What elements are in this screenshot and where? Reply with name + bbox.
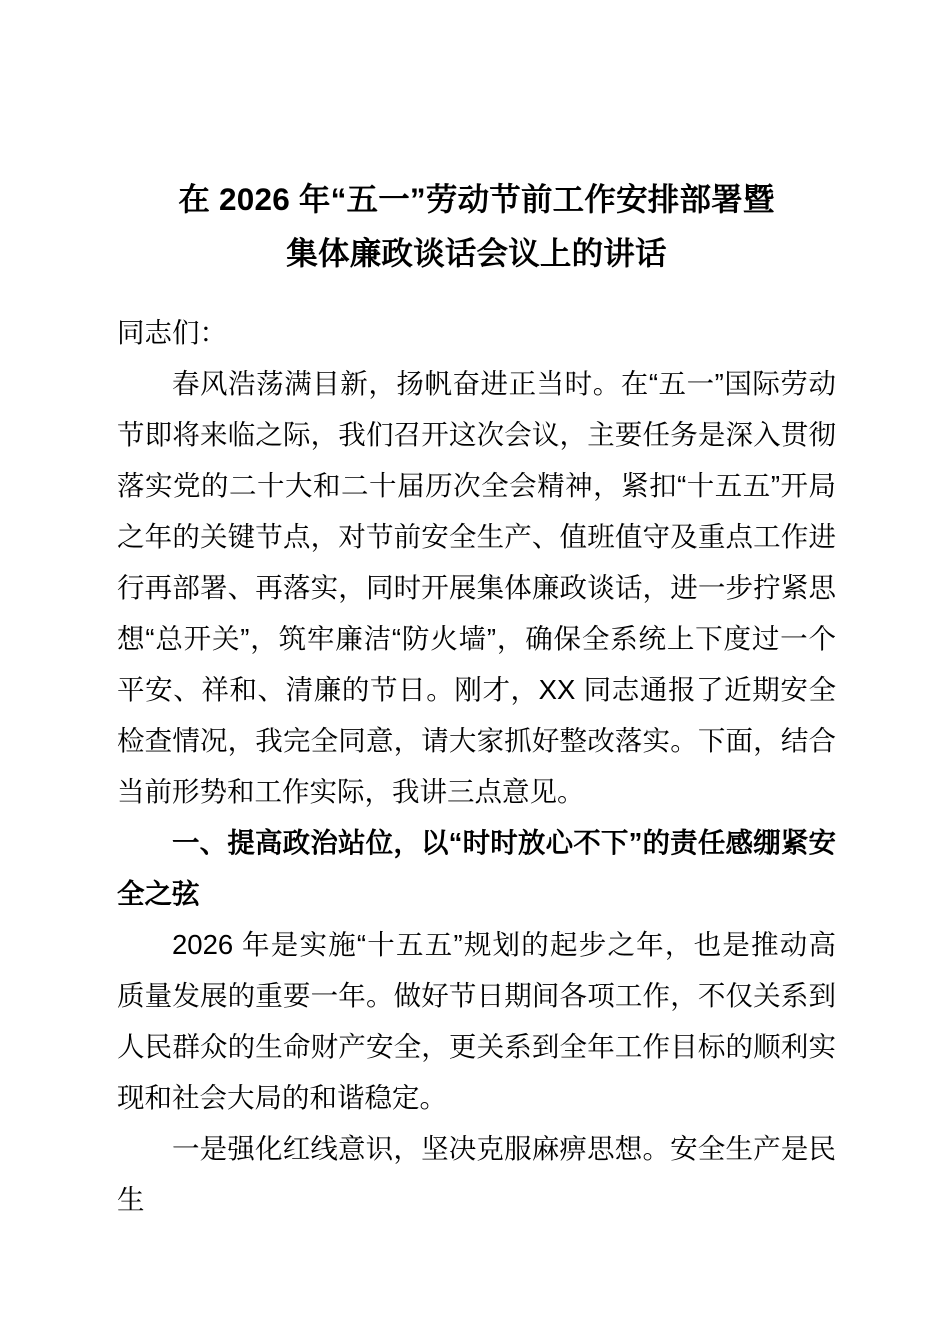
document-title — [117, 0, 836, 280]
paragraph-section-one-1: 2026 年是实施“十五五”规划的起步之年，也是推动高质量发展的重要一年。做好节日期间各项工作，不仅关系到人民群众的生命财产安全，更关系到全年工作目标的顺利实现和社会大局的和谐稳定。 — [117, 929, 836, 1113]
salutation-line: 同志们： — [117, 317, 227, 348]
document-title-line-1: 在 2026 年“五一”劳动节前工作安排部署暨 — [178, 181, 775, 217]
section-heading-one: 一、提高政治站位，以“时时放心不下”的责任感绷紧安全之弦 — [117, 827, 836, 909]
document-content-column — [117, 0, 836, 1225]
document-title-line-2: 集体廉政谈话会议上的讲话 — [286, 235, 667, 271]
paragraph-opening: 春风浩荡满目新，扬帆奋进正当时。在“五一”国际劳动节即将来临之际，我们召开这次会议，主要任务是深入贯彻落实党的二十大和二十届历次全会精神，紧扣“十五五”开局之年的关键节点，对节前安全生产、值班值守及重点工作进行再部署、再落实，同时开展集体廉政谈话，进一步拧紧思想“总开关”，筑牢廉洁“防火墙”，确保全系统上下度过一个平安、祥和、清廉的节日。刚才，XX 同志通报了近期安全检查情况，我完全同意，请大家抓好整改落实。下面，结合当前形势和工作实际，我讲三点意见。 — [117, 368, 836, 807]
paragraph-section-one-point-1: 一是强化红线意识，坚决克服麻痹思想。安全生产是民生 — [117, 1133, 836, 1215]
document-body — [117, 280, 836, 1225]
